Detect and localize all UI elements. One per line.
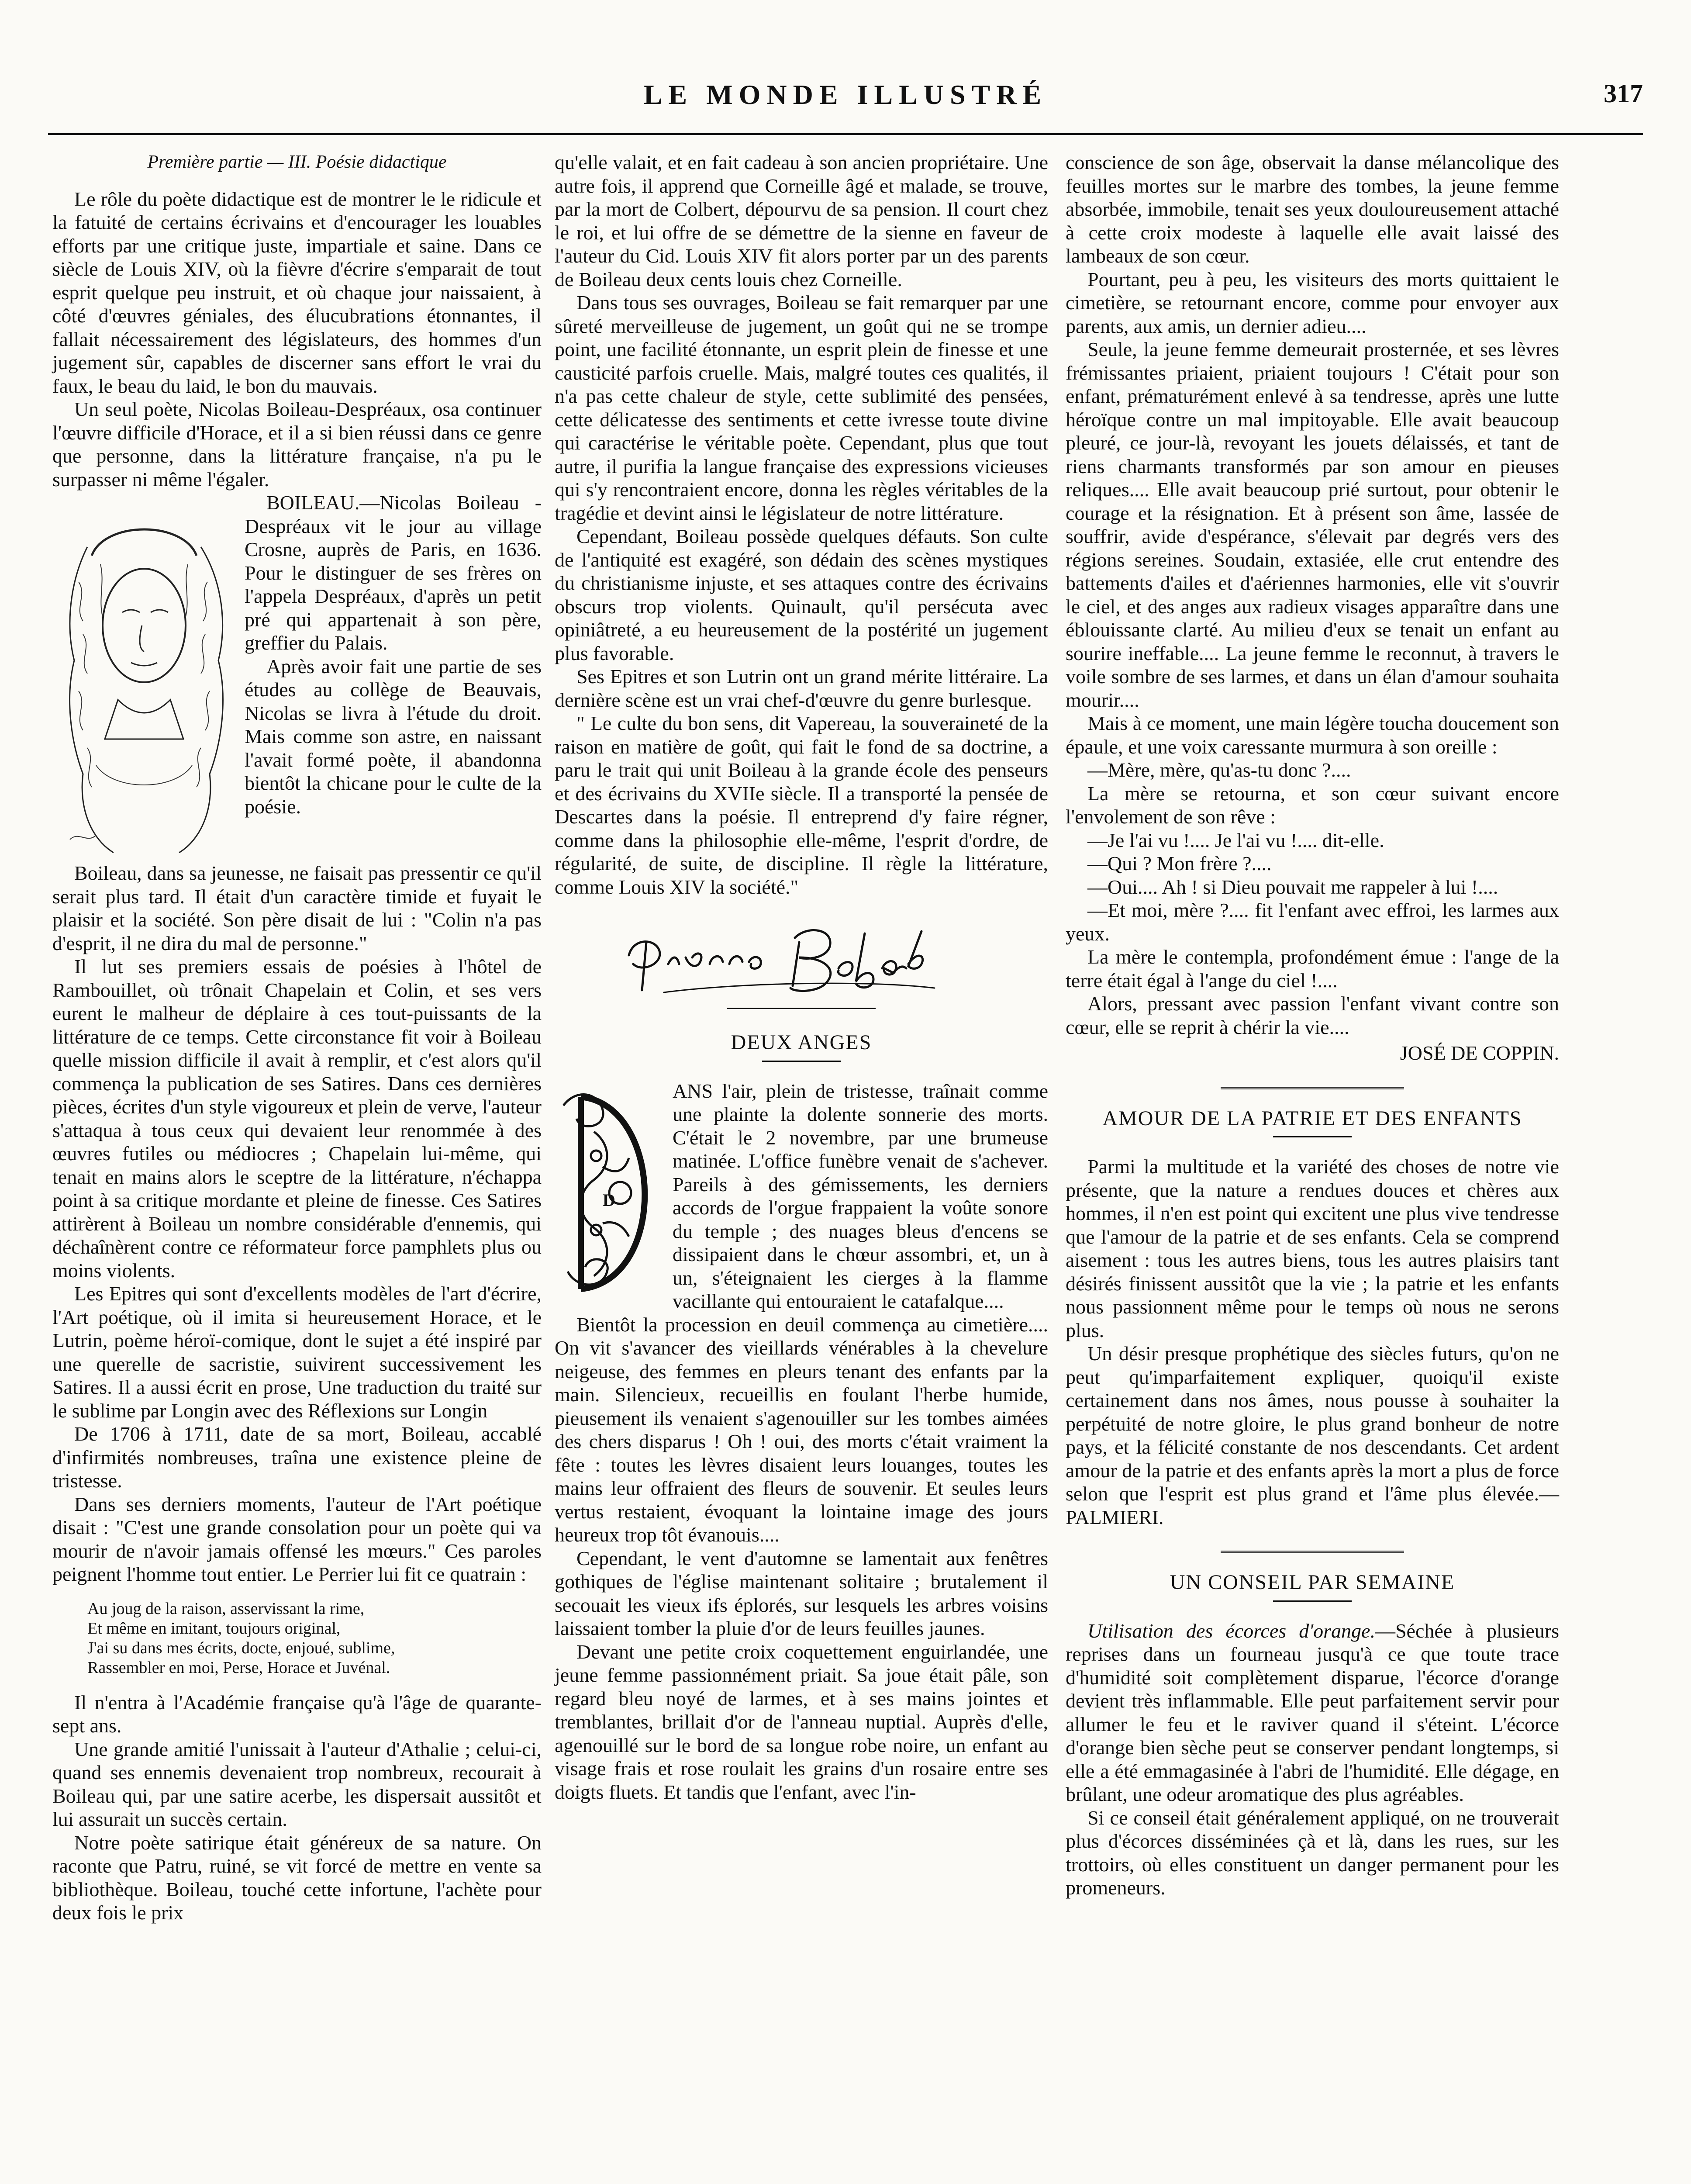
paragraph: Pourtant, peu à peu, les visiteurs des morts quittaient le cimetière, se retournant encore, comme pour envoyer aux parents, aux amis, un dernier adieu....	[1066, 268, 1559, 337]
dialogue-line: —Et moi, mère ?.... fit l'enfant avec effroi, les larmes aux yeux.	[1066, 899, 1559, 945]
paragraph: Une grande amitié l'unissait à l'auteur d'Athalie ; celui-ci, quand ses ennemis devenaient trop nombreux, recourait à Boileau qui, par une satire acerbe, les dispersait aussitôt et lui assurait un succès certain.	[52, 1738, 542, 1830]
paragraph: Ses Epitres et son Lutrin ont un grand mérite littéraire. La dernière scène est un vrai chef-d'œuvre du genre burlesque.	[555, 665, 1048, 711]
section-rule	[1221, 1551, 1404, 1553]
signature-drawing	[620, 916, 943, 1003]
initial-letter: D	[603, 1190, 615, 1210]
handwritten-signature	[620, 916, 1048, 1003]
paragraph: La mère se retourna, et son cœur suivant encore l'envolement de son rêve :	[1066, 782, 1559, 828]
paragraph: conscience de son âge, observait la danse mélancolique des feuilles mortes sur le marbre des tombes, la jeune femme absorbée, immobile, tenait ses yeux douloureusement attaché à cette croix modeste à laquelle elle avait laissé des lambeaux de son cœur.	[1066, 151, 1559, 267]
paragraph: Devant une petite croix coquettement enguirlandée, une jeune femme passionnément priait. Sa joue était pâle, son regard bleu noyé de larmes, et à ses mains jointes et tremblantes, brillait d'or de l'anneau nuptial. Auprès d'elle, agenouillé sur le bord de sa longue robe noire, un enfant au visage frais et rose roulait les grains d'un rosaire entre ses doigts fluets. Et tandis que l'enfant, avec l'in-	[555, 1640, 1048, 1803]
author-signature: JOSÉ DE COPPIN.	[1400, 1042, 1559, 1064]
paragraph: De 1706 à 1711, date de sa mort, Boileau, accablé d'infirmités nombreuses, traîna une existence pleine de tristesse.	[52, 1423, 542, 1492]
title-underline	[762, 1061, 841, 1062]
paragraph: Le rôle du poète didactique est de montrer le le ridicule et la fatuité de certains écrivains et d'encourager les louables efforts par une critique juste, impartiale et saine. Dans ce siècle de Louis XIV, où la fièvre d'écrire s'emparait de tout esprit quelque peu instruit, et où chaque jour naissaient, à côté d'œuvres géniales, des élucubrations étonnantes, il fallait nécessairement des législateurs, des hommes d'un jugement sûr, capables de discerner sans effort le vrai du faux, le beau du laid, le bon du mauvais.	[52, 187, 542, 397]
ornamental-initial-drawing	[555, 1079, 664, 1306]
dialogue-line: —Mère, mère, qu'as-tu donc ?....	[1087, 759, 1351, 781]
section-caption: Première partie — III. Poésie didactique	[147, 152, 447, 172]
section-rule	[1221, 1087, 1404, 1089]
section-title-conseil: UN CONSEIL PAR SEMAINE	[1170, 1571, 1455, 1594]
title-underline	[1273, 1600, 1352, 1602]
column-2	[555, 151, 1048, 1804]
paragraph: Mais à ce moment, une main légère toucha doucement son épaule, et une voix caressante murmura à son oreille :	[1066, 712, 1559, 758]
paragraph: Les Epitres qui sont d'excellents modèles de l'art d'écrire, l'Art poétique, où il imita si heureusement Horace, et le Lutrin, poème héroï-comique, dont le sujet a été inspiré par une querelle de sacristie, suivirent successivement les Satires. Il a aussi écrit en prose, Une traduction du traité sur le sublime par Longin avec des Réflexions sur Longin	[52, 1282, 542, 1422]
portrait-block	[52, 491, 542, 861]
dialogue-line: —Qui ? Mon frère ?....	[1087, 852, 1272, 874]
paragraph: Boileau, dans sa jeunesse, ne faisait pas pressentir ce qu'il serait plus tard. Il était d'un caractère timide et fuyait le plaisir et la société. Son père disait de lui : "Colin n'a pas d'esprit, il ne dira du mal de personne."	[52, 862, 542, 954]
advice-text: —Séchée à plusieurs reprises dans un fourneau jusqu'à ce que toute trace d'humidité soit complètement disparue, l'écorce d'orange devient très inflammable. Elle peut parfaitement servir pour allumer le feu et le raviver quand il s'éteint. L'écorce d'orange bien sèche peut se conserver pendant longtemps, si elle a été emmagasinée à l'abri de l'humidité. Elle dégage, en brûlant, une odeur aromatique des plus agréables.	[1066, 1619, 1559, 1805]
paragraph: Bientôt la procession en deuil commença au cimetière.... On vit s'avancer des vieillards vénérables à la chevelure neigeuse, des femmes en pleurs tenant des enfants par la main. Silencieux, recueillis en foulant l'herbe humide, pieusement ils venaient s'agenouiller sur les tombes aimées des chers disparus ! Oh ! oui, des morts c'était vraiment la fête : toutes les lèvres disaient leurs louanges, toutes les mains leur offraient des fleurs de souvenir. Et seules leurs vertus restaient, évoquant la lointaine image des jours heureux trop tôt évanouis....	[555, 1313, 1048, 1546]
paragraph: Parmi la multitude et la variété des choses de notre vie présente, que la nature a rendues douces et chères aux hommes, il n'en est point qui excitent une plus vive tendresse que l'amour de la patrie et de ses enfants. Cela se comprend aisement : tous les autres biens, tous les autres plaisirs tant désirés finissent aussitôt que la vie ; la patrie et les enfants nous passionnent même pour le temps où nous ne serons plus.	[1066, 1155, 1559, 1341]
paragraph: Seule, la jeune femme demeurait prosternée, et ses lèvres frémissantes priaient, priaient toujours ! C'était pour son enfant, prématurément enlevé à sa tendresse, après une lutte héroïque contre un mal impitoyable. Elle avait beaucoup pleuré, ce jour-là, revoyant les jouets délaissés, et tant de riens charmants transformés par son amour en pieuses reliques.... Elle avait beaucoup prié surtout, pour obtenir le courage et la résignation. Et à présent son âme, lassée de souffrir, avide d'espérance, s'élevait par degrés vers des régions sereines. Soudain, extasiée, elle crut entendre des battements d'ailes et d'aériennes harmonies, elle vit s'ouvrir le ciel, et des anges aux radieux visages apparaître dans une éblouissante clarté. Au milieu d'eux se tenait un enfant au sourire ineffable.... La jeune femme le reconnut, à travers le voile sombre de ses larmes, et dans un élan d'amour souhaita mourir....	[1066, 338, 1559, 711]
paragraph: Un seul poète, Nicolas Boileau-Despréaux, osa continuer l'œuvre difficile d'Horace, et il a si bien réussi dans ce genre que personne, dans la littérature française, n'a pu le surpasser ni même l'égaler.	[52, 398, 542, 491]
quatrain	[87, 1599, 542, 1678]
paragraph: " Le culte du bon sens, dit Vapereau, la souveraineté de la raison en matière de goût, qui fait le fond de sa doctrine, a paru le trait qui unit Boileau à la grande école des penseurs et des écrivains du XVIIe siècle. Il a transporté la pensée de Descartes dans la poésie. Il entreprend d'y faire régner, comme dans la philosophie elle-même, l'esprit d'ordre, de régularité, de suite, de discipline. Il règle la littérature, comme Louis XIV la société."	[555, 712, 1048, 898]
paragraph: Après avoir fait une partie de ses études au collège de Beauvais, Nicolas se livra à l'étude du droit. Mais comme son astre, en naissant l'avait formé poète, il abandonna bientôt la chicane pour le culte de la poésie.	[245, 655, 542, 818]
masthead	[48, 79, 1643, 118]
page-number: 317	[1604, 79, 1643, 108]
paragraph: Il lut ses premiers essais de poésies à l'hôtel de Rambouillet, où trônait Chapelain et Colin, et ses vers eurent le malheur de déplaire à ces tout-puissants de la littérature de ce temps. Cette circonstance fit voir à Boileau quelle mission difficile il avait à remplir, et c'est alors qu'il commença la publication de ses Satires. Dans ces dernières pièces, écrites d'un style vigoureux et plein de verve, l'auteur s'attaqua à tous ceux qui devaient leur renommée à des œuvres futiles ou médiocres ; Chapelain lui-même, qui tenait en mains alors le sceptre de la littérature, n'échappa point à sa critique mordante et pleine de finesse. Ces Satires attirèrent à Boileau un nombre considérable d'ennemis, qui déchaînèrent contre ce réformateur force pamphlets plus ou moins violents.	[52, 955, 542, 1282]
verse-line: Et même en imitant, toujours original,	[87, 1619, 341, 1638]
paragraph: qu'elle valait, et en fait cadeau à son ancien propriétaire. Une autre fois, il apprend que Corneille âgé et malade, se trouve, par la mort de Colbert, dépourvu de sa pension. Il court chez le roi, et lui offre de se démettre de la sienne en faveur de l'auteur du Cid. Louis XIV fit alors porter par un des parents de Boileau deux cents louis chez Corneille.	[555, 151, 1048, 290]
paragraph: Alors, pressant avec passion l'enfant vivant contre son cœur, elle se reprit à chérir la vie....	[1066, 992, 1559, 1038]
story-opening	[555, 1079, 1048, 1313]
column-1	[52, 151, 542, 1925]
section-title-amour-de-la-patrie: AMOUR DE LA PATRIE ET DES ENFANTS	[1102, 1106, 1522, 1130]
title-underline	[1273, 1136, 1352, 1137]
verse-line: Rassembler en moi, Perse, Horace et Juvénal.	[87, 1658, 390, 1677]
ornamental-initial	[555, 1079, 664, 1306]
paragraph	[1066, 1619, 1559, 1806]
paragraph: Un désir presque prophétique des siècles futurs, qu'on ne peut qu'imparfaitement expliquer, quoiqu'il existe certainement dans nos âmes, nous pousse à souhaiter la perpétuité de notre gloire, le plus grand bonheur de notre pays, et la félicité constante de nos descendants. Cet ardent amour de la patrie et des enfants après la mort a plus de force selon que l'esprit est plus grand et l'âme plus élevée.—PALMIERI.	[1066, 1342, 1559, 1528]
dialogue-line: —Oui.... Ah ! si Dieu pouvait me rappeler à lui !....	[1087, 875, 1498, 898]
boileau-portrait-illustration	[52, 494, 236, 861]
paragraph: BOILEAU.—Nicolas Boileau - Despréaux vit le jour au village Crosne, auprès de Paris, en 1636. Pour le distinguer de ses frères on l'appela Despréaux, d'après un petit pré qui appartenait à son père, greffier du Palais.	[245, 491, 542, 654]
paragraph: Notre poète satirique était généreux de sa nature. On raconte que Patru, ruiné, se vit forcé de mettre en vente sa bibliothèque. Boileau, touché cette infortune, l'achète pour deux fois le prix	[52, 1831, 542, 1924]
section-rule	[727, 1008, 876, 1009]
portrait-engraving	[52, 494, 236, 861]
section-title-deux-anges: DEUX ANGES	[731, 1031, 872, 1054]
journal-title: LE MONDE ILLUSTRÉ	[643, 79, 1048, 110]
paragraph: Si ce conseil était généralement appliqué, on ne trouverait plus d'écorces disséminées çà et là, dans les rues, sur les trottoirs, où elles constituent un danger permanent pour les promeneurs.	[1066, 1806, 1559, 1899]
paragraph: Cependant, le vent d'automne se lamentait aux fenêtres gothiques de l'église maintenant solitaire ; brutalement il secouait les vieux ifs éplorés, sur lesquels les arbres voisins laissaient tomber la pluie d'or de leurs feuilles jaunes.	[555, 1547, 1048, 1639]
column-3	[1066, 151, 1559, 1900]
paragraph: ANS l'air, plein de tristesse, traînait comme une plainte la dolente sonnerie des morts. C'était le 2 novembre, par une brumeuse matinée. L'office funèbre venait de s'achever. Pareils à des gémissements, les derniers accords de l'orgue frappaient la voûte sonore du temple ; des nuages bleus d'encens se dissipaient dans le chœur assombri, et, un à un, s'éteignaient les cierges à la flamme vacillante qui entouraient le catafalque....	[673, 1079, 1048, 1312]
header-rule	[48, 133, 1643, 135]
advice-lead: Utilisation des écorces d'orange.	[1087, 1619, 1375, 1642]
verse-line: J'ai su dans mes écrits, docte, enjoué, sublime,	[87, 1638, 395, 1657]
dialogue-line: —Je l'ai vu !.... Je l'ai vu !.... dit-elle.	[1087, 829, 1384, 851]
paragraph: Dans ses derniers moments, l'auteur de l'Art poétique disait : "C'est une grande consolation pour un poète qui va mourir de n'avoir jamais offensé les mœurs." Ces paroles peignent l'homme tout entier. Le Perrier lui fit ce quatrain :	[52, 1493, 542, 1585]
paragraph: La mère le contempla, profondément émue : l'ange de la terre était égal à l'ange du ciel !....	[1066, 946, 1559, 992]
verse-line: Au joug de la raison, asservissant la rime,	[87, 1599, 365, 1618]
paragraph: Dans tous ses ouvrages, Boileau se fait remarquer par une sûreté merveilleuse de jugement, un goût qui ne se trompe point, une facilité étonnante, un esprit plein de finesse et une causticité parfois cruelle. Mais, malgré toutes ces qualités, il n'a pas cette chaleur de style, cette sublimité des pensées, cette délicatesse des sentiments et cette ivresse toute divine qui caractérise le véritable poète. Cependant, plus que tout autre, il purifia la langue française des expressions vicieuses qui s'y rencontraient encore, donna les règles véritables de la tragédie et devint ainsi le législateur de notre littérature.	[555, 291, 1048, 524]
paragraph: Il n'entra à l'Académie française qu'à l'âge de quarante-sept ans.	[52, 1691, 542, 1737]
paragraph: Cependant, Boileau possède quelques défauts. Son culte de l'antiquité est exagéré, son dédain des scènes mystiques du christianisme injuste, et ses attaques contre des écrivains obscurs trop violents. Quinault, qu'il persécuta avec opiniâtreté, a eu heureusement de la postérité un jugement plus favorable.	[555, 525, 1048, 664]
